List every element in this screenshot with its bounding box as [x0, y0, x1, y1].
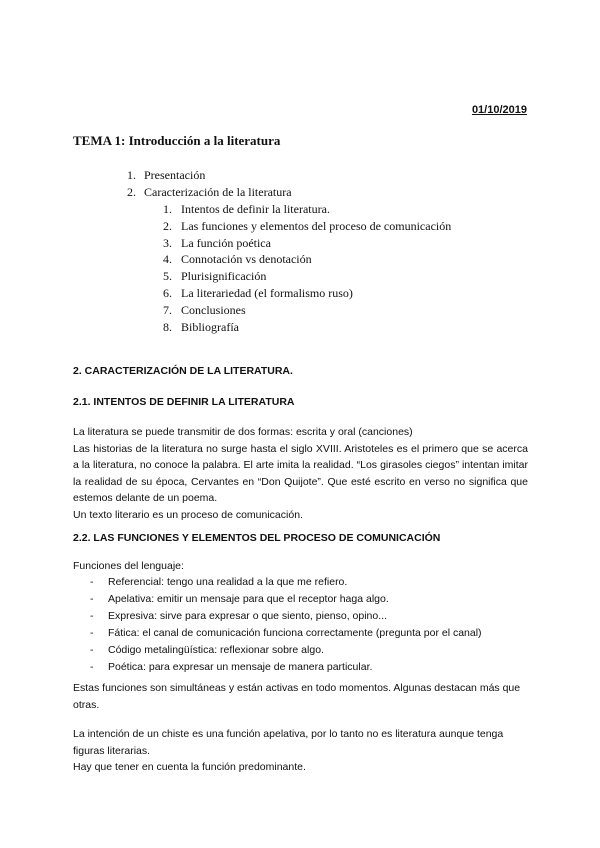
- toc-subitem: 5. Plurisignificación: [163, 269, 267, 284]
- dash-bullet-icon: -: [90, 610, 94, 622]
- section-2-2-closing: [73, 726, 528, 776]
- functions-list: [90, 574, 482, 676]
- toc-subitem: 8. Bibliografía: [163, 319, 239, 334]
- toc-item: 1. Presentación: [127, 168, 206, 182]
- functions-intro: Funciones del lenguaje:: [73, 560, 184, 572]
- list-item: - Código metalingüística: reflexionar sobre algo.: [90, 642, 482, 659]
- document-date: 01/10/2019: [471, 104, 527, 116]
- paragraph: La intención de un chiste es una función apelativa, por lo tanto no es literatura aunque tenga figuras literarias.: [73, 728, 504, 757]
- dash-bullet-icon: -: [90, 593, 94, 605]
- list-item: - Referencial: tengo una realidad a la que me refiero.: [90, 574, 482, 591]
- toc-sublist: [163, 201, 451, 335]
- section-2-1-heading: 2.1. INTENTOS DE DEFINIR LA LITERATURA: [73, 396, 295, 408]
- toc-subitem: 6. La literariedad (el formalismo ruso): [163, 285, 353, 300]
- dash-bullet-icon: -: [90, 627, 94, 639]
- list-item: - Expresiva: sirve para expresar o que siento, pienso, opino...: [90, 608, 482, 625]
- paragraph: Hay que tener en cuenta la función predominante.: [73, 761, 306, 774]
- paragraph: Las historias de la literatura no surge hasta el siglo XVIII. Aristoteles es el primero que se acerca a la literatura, no conoce la palabra. El arte imita la realidad. “Los girasoles ciegos” intentan imitar la realidad de su época, Cervantes en “Don Quijote”. Que esté escrito en verso no significa que estemos delante de un poema.: [73, 442, 528, 505]
- paragraph: Un texto literario es un proceso de comunicación.: [73, 508, 303, 521]
- toc-item: 2. Caracterización de la literatura: [127, 185, 292, 199]
- section-2-heading: 2. CARACTERIZACIÓN DE LA LITERATURA.: [73, 365, 293, 377]
- toc-subitem: 7. Conclusiones: [163, 302, 246, 317]
- toc-subitem: 1. Intentos de definir la literatura.: [163, 202, 330, 216]
- topic-title: TEMA 1: Introducción a la literatura: [73, 133, 281, 148]
- paragraph-simultaneas: Estas funciones son simultáneas y están activas en todo momentos. Algunas destacan más que otras.: [73, 682, 521, 711]
- toc-subitem: 4. Connotación vs denotación: [163, 252, 312, 267]
- toc-subitem: 2. Las funciones y elementos del proceso de comunicación: [163, 218, 452, 233]
- list-item: - Fática: el canal de comunicación funciona correctamente (pregunta por el canal): [90, 625, 482, 642]
- list-item: - Apelativa: emitir un mensaje para que el receptor haga algo.: [90, 591, 482, 608]
- section-2-2-heading: 2.2. LAS FUNCIONES Y ELEMENTOS DEL PROCESO DE COMUNICACIÓN: [73, 532, 441, 544]
- dash-bullet-icon: -: [90, 661, 94, 673]
- table-of-contents: [127, 167, 451, 335]
- toc-subitem: 3. La función poética: [163, 235, 271, 250]
- paragraph: La literatura se puede transmitir de dos formas: escrita y oral (canciones): [73, 426, 413, 438]
- dash-bullet-icon: -: [90, 576, 94, 588]
- list-item: - Poética: para expresar un mensaje de manera particular.: [90, 659, 482, 676]
- dash-bullet-icon: -: [90, 644, 94, 656]
- section-2-1-body: [73, 424, 528, 524]
